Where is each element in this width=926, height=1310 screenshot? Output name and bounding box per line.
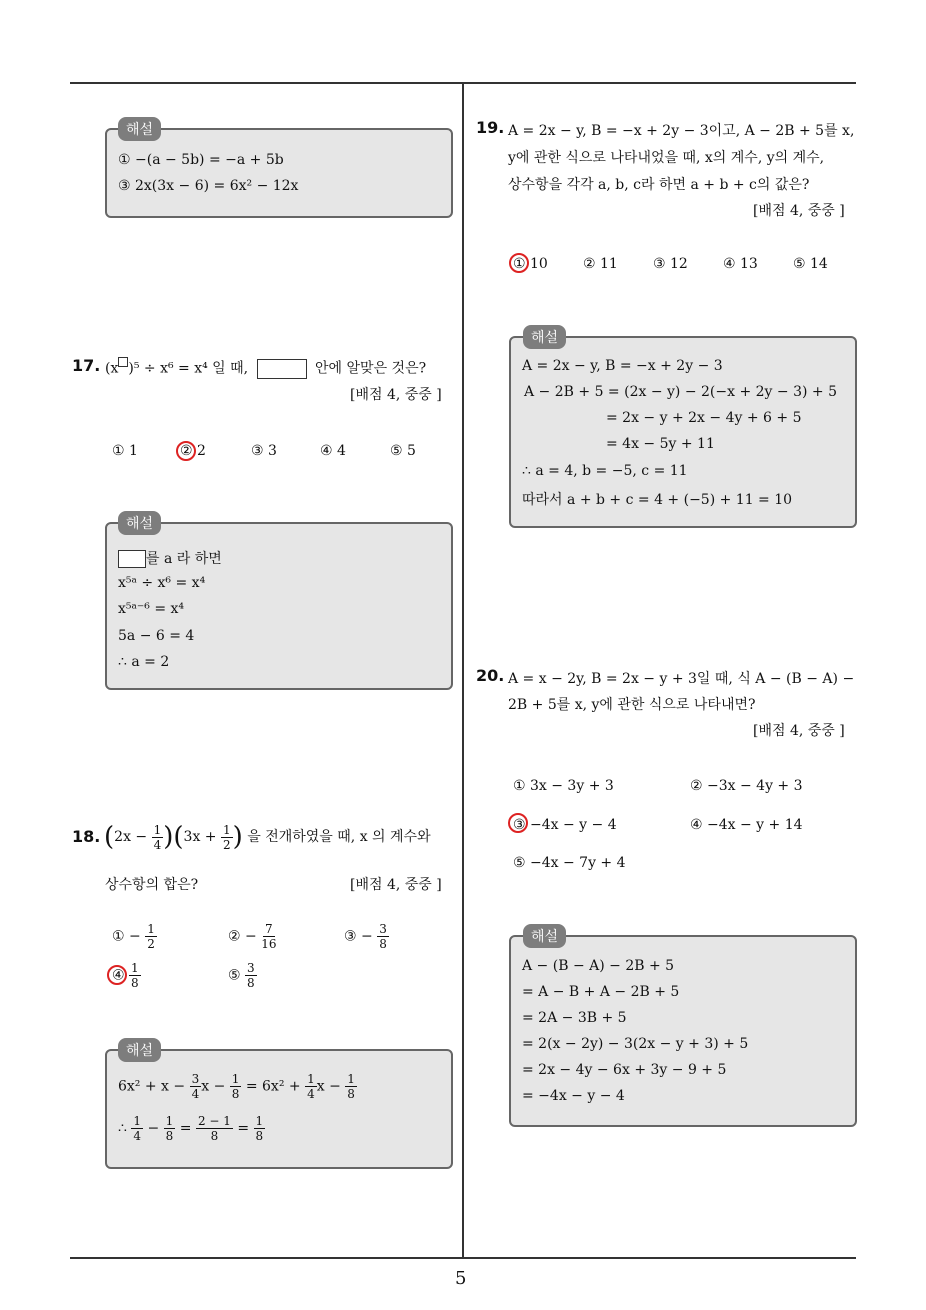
q19-line1: A = 2x − y, B = −x + 2y − 3이고, A − 2B + 5를 x, xyxy=(508,123,855,139)
q19-explain-line4: = 4x − 5y + 11 xyxy=(606,436,715,452)
q20-explain-line2: = A − B + A − 2B + 5 xyxy=(522,984,680,1000)
q18-text-b: 3x + xyxy=(183,829,217,845)
q17-choice-4[interactable]: ④ 4 xyxy=(320,443,346,459)
q19-score: [배점 4, 중중 ] xyxy=(753,203,845,219)
q20-choice-3[interactable]: ③ −4x − y − 4 xyxy=(513,817,617,833)
q18-choice-2[interactable]: ② − $\frac{7}{16}$ xyxy=(228,922,277,951)
q17-text-a: (x xyxy=(105,360,119,377)
q17-small-box xyxy=(118,357,128,367)
column-divider xyxy=(462,84,464,1258)
q20-explain-line1: A − (B − A) − 2B + 5 xyxy=(522,958,675,974)
q17-explain-box-symbol xyxy=(118,550,146,568)
q19-explain-line6: 따라서 a + b + c = 4 + (−5) + 11 = 10 xyxy=(522,492,793,508)
q19-explain-line1: A = 2x − y, B = −x + 2y − 3 xyxy=(522,358,723,374)
q20-line1: A = x − 2y, B = 2x − y + 3일 때, 식 A − (B − A) − xyxy=(508,671,855,687)
q18-text-c: 을 전개하였을 때, x 의 계수와 xyxy=(247,829,431,845)
q18-score: [배점 4, 중중 ] xyxy=(350,877,442,893)
q17-explain-tag: 해설 xyxy=(118,511,161,535)
q19-explain-line5: ∴ a = 4, b = −5, c = 11 xyxy=(522,463,688,479)
q17-choice-1[interactable]: ① 1 xyxy=(112,443,138,459)
q17-explain-line4: 5a − 6 = 4 xyxy=(118,628,195,644)
q17-explain-line1 xyxy=(118,548,222,568)
q20-explain-line6: = −4x − y − 4 xyxy=(522,1088,625,1104)
q20-choice-4[interactable]: ④ −4x − y + 14 xyxy=(690,817,803,833)
q17-text-c: 안에 알맞은 것은? xyxy=(315,360,427,377)
q17-answer-box xyxy=(257,359,307,379)
q20-explain-line4: = 2(x − 2y) − 3(2x − y + 3) + 5 xyxy=(522,1036,749,1052)
q18-text-d: 상수항의 합은? xyxy=(105,877,199,893)
q19-explain-line3: = 2x − y + 2x − 4y + 6 + 5 xyxy=(606,410,802,426)
q17-question xyxy=(105,357,426,379)
q20-explain-line5: = 2x − 4y − 6x + 3y − 9 + 5 xyxy=(522,1062,727,1078)
bottom-rule xyxy=(70,1257,856,1259)
q17-text-b: )⁵ ÷ x⁶ = x⁴ 일 때, xyxy=(128,360,249,377)
q20-explain-tag: 해설 xyxy=(523,924,566,948)
q17-explain-text1: 를 a 라 하면 xyxy=(146,551,222,567)
q18-text-a: 2x − xyxy=(114,829,148,845)
q20-choice-5[interactable]: ⑤ −4x − 7y + 4 xyxy=(513,855,626,871)
q20-number: 20. xyxy=(476,666,505,685)
q18-explain-line2: ∴ $\frac{1}{4}$ − $\frac{1}{8}$ = $\frac{2 - 1}{8}$ = $\frac{1}{8}$ xyxy=(118,1114,264,1143)
q19-choice-4[interactable]: ④ 13 xyxy=(723,256,758,272)
q16-explain-line2: ③ 2x(3x − 6) = 6x² − 12x xyxy=(118,178,299,194)
q18-explain-line1: 6x² + x − $\frac{3}{4}$ x − $\frac{1}{8}$ = 6x² + $\frac{1}{4}$ x − $\frac{1}{8}$ xyxy=(118,1072,355,1101)
q20-answer-mark xyxy=(508,813,528,833)
q20-choice-2[interactable]: ② −3x − 4y + 3 xyxy=(690,778,803,794)
page-number: 5 xyxy=(455,1268,467,1289)
q19-number: 19. xyxy=(476,118,505,137)
q17-answer-mark xyxy=(176,441,196,461)
q18-choice-4[interactable]: ④ $\frac{1}{8}$ xyxy=(112,961,139,990)
q17-explain-line3: x⁵ᵃ⁻⁶ = x⁴ xyxy=(118,601,185,617)
q17-explain-line2: x⁵ᵃ ÷ x⁶ = x⁴ xyxy=(118,575,206,591)
q18-answer-mark xyxy=(107,965,127,985)
q18-choice-3[interactable]: ③ − $\frac{3}{8}$ xyxy=(344,922,387,951)
q18-explain-box xyxy=(105,1049,453,1169)
q16-explain-tag: 해설 xyxy=(118,117,161,141)
q19-line3: 상수항을 각각 a, b, c라 하면 a + b + c의 값은? xyxy=(508,177,810,193)
q19-choice-5[interactable]: ⑤ 14 xyxy=(793,256,828,272)
q17-number: 17. xyxy=(72,356,101,375)
q20-explain-line3: = 2A − 3B + 5 xyxy=(522,1010,627,1026)
q17-choice-5[interactable]: ⑤ 5 xyxy=(390,443,416,459)
q18-choice-1[interactable]: ① − $\frac{1}{2}$ xyxy=(112,922,155,951)
q20-score: [배점 4, 중중 ] xyxy=(753,723,845,739)
q16-explain-line1: ① −(a − 5b) = −a + 5b xyxy=(118,152,284,168)
q19-choice-1[interactable]: ① 10 xyxy=(513,256,548,272)
q19-explain-tag: 해설 xyxy=(523,325,566,349)
q19-line2: y에 관한 식으로 나타내었을 때, x의 계수, y의 계수, xyxy=(508,150,825,166)
q17-score: [배점 4, 중중 ] xyxy=(350,387,442,403)
q18-choice-5[interactable]: ⑤ $\frac{3}{8}$ xyxy=(228,961,255,990)
q20-choice-1[interactable]: ① 3x − 3y + 3 xyxy=(513,778,614,794)
q16-explain-box xyxy=(105,128,453,218)
q18-question: (2x − $\frac{1}{4}$ )(3x + $\frac{1}{2}$ ) 을 전개하였을 때, x 의 계수와 xyxy=(104,822,431,852)
q17-explain-line5: ∴ a = 2 xyxy=(118,654,170,670)
q17-choice-3[interactable]: ③ 3 xyxy=(251,443,277,459)
q19-choice-2[interactable]: ② 11 xyxy=(583,256,618,272)
q19-explain-line2: A − 2B + 5 = (2x − y) − 2(−x + 2y − 3) + 5 xyxy=(524,384,837,400)
q19-answer-mark xyxy=(509,253,529,273)
q18-explain-tag: 해설 xyxy=(118,1038,161,1062)
q18-number: 18. xyxy=(72,827,101,846)
q20-line2: 2B + 5를 x, y에 관한 식으로 나타내면? xyxy=(508,697,756,713)
q17-choice-2[interactable]: ② 2 xyxy=(180,443,206,459)
q19-choice-3[interactable]: ③ 12 xyxy=(653,256,688,272)
